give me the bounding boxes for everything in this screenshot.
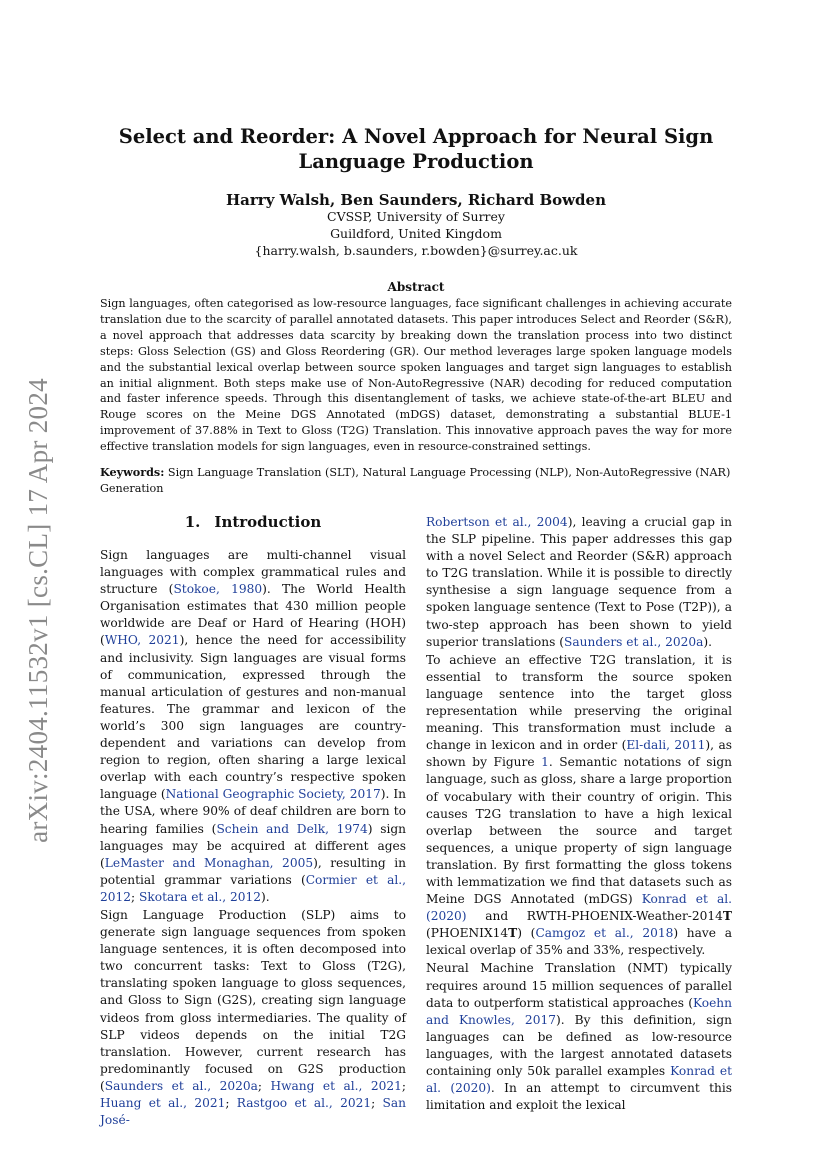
affiliation-emails: {harry.walsh, b.saunders, r.bowden}@surrey.ac.uk [254,243,578,258]
citation-link[interactable]: Koehn and Knowles, 2017 [426,995,732,1027]
text-run: ) sign languages may be acquired at different ages ( [100,821,407,870]
paper-title-line-2: Language Production [298,150,534,173]
citation-link[interactable]: San José- [100,1096,407,1128]
text-run: ), as shown by Figure [426,738,732,770]
text-run: Sign Language Production (SLP) aims to generate sign language sequences from spoken language sentences, it is often decomposed into two concurrent tasks: Text to Gloss (T2G), translating spoken language to gloss sequences, and Gloss to Sign (G2S), creating sign language videos from gloss intermediaries. The quality of SLP videos depends on the initial T2G translation. However, current research has predominantly focused on G2S production ( [100,907,406,1093]
abstract-heading: Abstract [387,280,445,294]
text-run: ; [131,889,140,904]
intro-paragraph-1 [100,547,406,906]
citation-link[interactable]: Konrad et al. (2020) [426,1064,733,1096]
citation-link[interactable]: Konrad et al. (2020) [426,892,732,924]
text-run: ) ( [517,926,536,941]
paper-title [100,124,732,174]
citation-link[interactable]: El-dali, 2011 [626,738,706,753]
text-run: ), hence the need for accessibility and inclusivity. Sign languages are visual forms of communication, expressed through the manual articulation of gestures and non-manual features. The grammar and lexicon of the world’s 300 sign languages are country-dependent and variations can develop from region to region, often sharing a large lexical overlap with each country’s respective spoken language ( [100,633,406,802]
citation-link[interactable]: Camgoz et al., 2018 [535,926,674,941]
keywords-label: Keywords: [100,465,165,479]
text-run: ) have a lexical overlap of 35% and 33%, respectively. [426,926,733,958]
text-run: . In an attempt to circumvent this limitation and exploit the lexical [426,1081,732,1113]
arxiv-stamp-text: arXiv:2404.11532v1 [cs.CL] 17 Apr 2024 [22,377,53,843]
citation-link[interactable]: Skotara et al., 2012 [139,889,262,904]
citation-link[interactable]: Robertson et al., 2004 [426,515,568,529]
section-heading-introduction [100,512,406,532]
arxiv-identifier-stamp [16,360,60,860]
text-run: ). [703,634,712,649]
citation-link[interactable]: Cormier et al., 2012 [100,872,406,904]
affiliation-line-2: Guildford, United Kingdom [330,226,502,241]
text-run: Neural Machine Translation (NMT) typically requires around 15 million sequences of parallel data to outperform statistical approaches ( [426,961,732,1010]
figure-reference-link[interactable]: 1 [541,755,549,770]
text-run: ). By this definition, sign languages can be defined as low-resource languages, with the largest annotated datasets containing only 50k parallel examples [426,1012,732,1078]
text-run: ; [371,1096,383,1110]
intro-paragraph-4 [426,652,732,960]
text-run: ). The World Health Organisation estimates that 430 million people worldwide are Deaf or Hard of Hearing (HOH) ( [100,582,406,648]
abstract-body: Sign languages, often categorised as low-resource languages, face significant challenges in achieving accurate translation due to the scarcity of parallel annotated datasets. This paper introduces Select and Reorder (S&R), a novel approach that addresses data scarcity by breaking down the translation process into two distinct steps: Gloss Selection (GS) and Gloss Reordering (GR). Our method leverages large spoken language models and the substantial lexical overlap between source spoken languages and target sign languages to establish an initial alignment. Both steps make use of Non-AutoRegressive (NAR) decoding for reduced computation and faster inference speeds. Through this disentanglement of tasks, we achieve state-of-the-art BLEU and Rouge scores on the Meine DGS Annotated (mDGS) dataset, demonstrating a substantial BLUE-1 improvement of 37.88% in Text to Gloss (T2G) Translation. This innovative approach paves the way for more effective translation models for sign languages, even in resource-constrained settings. [100,297,732,454]
citation-link[interactable]: Saunders et al., 2020a [104,1078,258,1093]
citation-link[interactable]: Schein and Delk, 1974 [216,821,368,836]
text-run: ; [257,1078,271,1093]
text-run: . Semantic notations of sign language, such as gloss, share a large proportion of vocabulary with their country of origin. This causes T2G translation to have a high lexical overlap between the source and target sequences, a unique property of sign language translation. By first formatting the gloss tokens with lemmatization we find that datasets such as Meine DGS Annotated (mDGS) [426,755,733,907]
text-run: ; [401,1078,406,1093]
affiliation-line-1: CVSSP, University of Surrey [327,209,505,224]
text-run: ), leaving a crucial gap in the SLP pipeline. This paper addresses this gap with a novel Select and Reorder (S&R) approach to T2G translation. While it is possible to directly synthesise a sign language sequence from a spoken language sentence (Text to Pose (T2P)), a two-step approach has been shown to yield superior translations ( [426,515,732,649]
citation-link[interactable]: WHO, 2021 [104,633,180,648]
author-list: Harry Walsh, Ben Saunders, Richard Bowden [226,191,606,209]
text-run: To achieve an effective T2G translation, it is essential to transform the source spoken language sentence into the target gloss representation while preserving the original meaning. This transformation must include a change in lexicon and in order ( [426,652,732,753]
affiliation-block [100,208,732,259]
left-column [100,512,406,1130]
section-number: 1. [184,513,201,531]
right-column [426,514,732,1115]
text-run: ). [261,889,270,904]
citation-link[interactable]: Hwang et al., 2021 [270,1078,402,1093]
section-title: Introduction [214,513,322,531]
text-run: and RWTH-PHOENIX-Weather-2014 [466,909,723,924]
keywords-text: Sign Language Translation (SLT), Natural Language Processing (NLP), Non-AutoRegressive (NAR) Generation [100,466,731,495]
paper-title-line-1: Select and Reorder: A Novel Approach for Neural Sign [118,125,714,148]
citation-link[interactable]: LeMaster and Monaghan, 2005 [104,855,314,870]
bold-t: T [722,909,732,924]
text-run: Sign languages are multi-channel visual languages with complex grammatical rules and structure ( [100,548,406,597]
intro-paragraph-5 [426,960,732,1114]
citation-link[interactable]: Stokoe, 1980 [173,582,263,597]
citation-link[interactable]: Huang et al., 2021 [100,1096,226,1110]
citation-link[interactable]: National Geographic Society, 2017 [165,787,381,802]
bold-t: T [508,926,518,941]
text-run: ), resulting in potential grammar variations ( [100,855,406,887]
keywords-line [100,465,732,497]
text-run: ; [225,1096,237,1110]
intro-paragraph-2 [100,907,406,1129]
intro-paragraph-3 [426,514,732,651]
text-run: (PHOENIX14 [426,926,509,941]
text-run: ). In the USA, where 90% of deaf children are born to hearing families ( [100,787,406,836]
citation-link[interactable]: Rastgoo et al., 2021 [236,1096,372,1110]
citation-link[interactable]: Saunders et al., 2020a [564,634,704,649]
